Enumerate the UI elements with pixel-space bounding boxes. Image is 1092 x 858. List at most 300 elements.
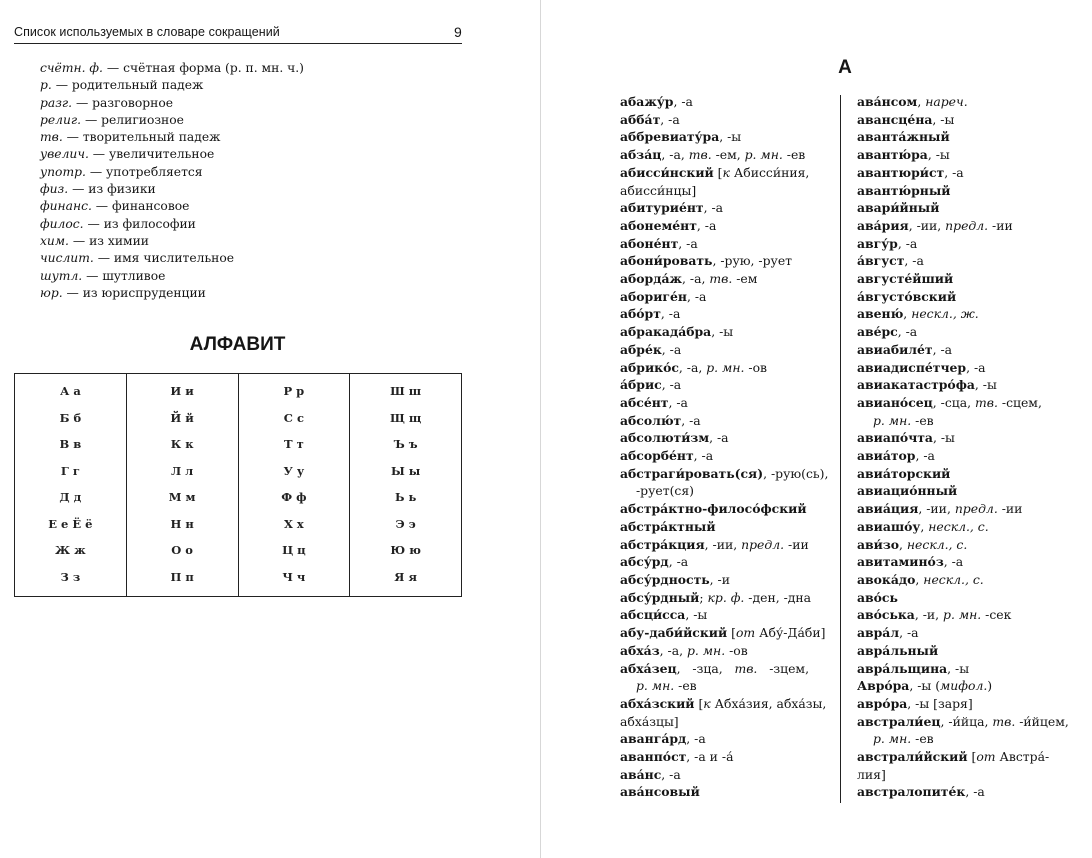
grammar-note: нареч. — [925, 94, 968, 109]
grammar-note: р. мн. — [744, 147, 783, 163]
dictionary-line — [620, 429, 832, 447]
dictionary-line — [620, 748, 832, 766]
dictionary-line — [857, 500, 1072, 518]
alphabet-letter-cell: Ы ы — [350, 458, 462, 485]
headword: авро́ра — [857, 695, 908, 711]
entry-text: , -и, — [914, 607, 944, 623]
alphabet-letter-cell: Ч ч — [238, 564, 350, 597]
headword: абсе́нт — [620, 394, 669, 410]
dictionary-line — [857, 111, 1072, 129]
headword: абу-даби́йский — [620, 625, 728, 641]
entry-text: -ев — [782, 147, 806, 163]
headword: абза́ц — [620, 147, 662, 163]
grammar-note: от — [976, 749, 996, 765]
headword: аво́сь — [857, 589, 898, 605]
abbreviation-key: шутл. — [40, 268, 83, 283]
alphabet-letter-cell: М м — [126, 484, 238, 511]
dictionary-line — [857, 553, 1072, 571]
entry-text: -и́йцем, — [1015, 713, 1069, 729]
entry-text: , — [915, 571, 924, 587]
dictionary-line — [620, 713, 832, 731]
abbreviation-dash: — — [85, 164, 107, 179]
dictionary-line — [620, 235, 832, 253]
entry-text: -ден, -дна — [744, 589, 812, 605]
entry-text: , -рую(сь), — [763, 465, 829, 481]
grammar-note: предл. — [741, 536, 785, 552]
alphabet-letter-cell: Л л — [126, 458, 238, 485]
alphabet-row — [15, 374, 462, 405]
running-title: Список используемых в словаре сокращений — [14, 25, 280, 39]
abbreviation-dash: — — [62, 285, 83, 300]
abbreviation-meaning: родительный падеж — [71, 78, 204, 93]
entry-text: , -а — [661, 377, 682, 393]
dictionary-line — [857, 447, 1072, 465]
headword: абисси́нский — [620, 164, 714, 180]
entry-text: , -а — [668, 394, 688, 410]
headword: абстра́ктный — [620, 518, 716, 534]
entry-text: [ — [713, 164, 723, 180]
entry-text: , -а — [693, 448, 714, 464]
headword: авиабиле́т — [857, 341, 933, 357]
headword: авра́льный — [857, 642, 939, 658]
headword: абре́к — [620, 341, 662, 357]
dictionary-line — [620, 394, 832, 412]
dictionary-line — [620, 376, 832, 394]
abbreviation-key: финанс. — [40, 199, 92, 214]
abbreviation-meaning: финансовое — [112, 199, 190, 214]
alphabet-letter-cell: Ж ж — [15, 537, 127, 564]
entry-text: , -а — [678, 235, 698, 251]
headword: абажу́р — [620, 94, 674, 109]
abbreviation-row — [40, 164, 304, 181]
dictionary-line — [620, 341, 832, 359]
alphabet-row — [15, 564, 462, 597]
headword: авока́до — [857, 571, 916, 587]
headword: абракада́бра — [620, 324, 712, 340]
entry-text: , -и — [709, 571, 730, 587]
entry-text: , -зца, — [676, 660, 735, 676]
dictionary-line — [857, 199, 1072, 217]
grammar-note: тв. — [709, 271, 733, 287]
entry-text: , -а — [703, 200, 724, 216]
headword: ави́зо — [857, 536, 899, 552]
dictionary-line — [857, 642, 1072, 660]
alphabet-letter-cell: И и — [126, 374, 238, 405]
alphabet-letter-cell: Т т — [238, 431, 350, 458]
abbreviation-key: физ. — [40, 182, 69, 197]
headword: авиадиспе́тчер — [857, 359, 967, 375]
headword: аво́ська — [857, 607, 915, 623]
dictionary-line — [857, 695, 1072, 713]
abbreviation-dash: — — [72, 95, 93, 110]
entry-text: , -ии, — [908, 217, 946, 233]
alphabet-letter-cell: Х х — [238, 511, 350, 538]
abbreviation-key: юр. — [40, 285, 63, 300]
alphabet-letter-cell: Ъ ъ — [350, 431, 462, 458]
dictionary-line — [620, 553, 832, 571]
headword: авансце́на — [857, 111, 933, 127]
headword: авиашо́у — [857, 518, 921, 534]
grammar-note: р. мн. — [873, 731, 912, 747]
entry-text: [ — [967, 749, 977, 765]
headword: ава́нс — [620, 766, 662, 782]
abbreviation-row — [40, 181, 304, 198]
headword: авитамино́з — [857, 554, 944, 570]
headword: абсорбе́нт — [620, 448, 694, 464]
headword: абонеме́нт — [620, 217, 697, 233]
entry-text: -рует(ся) — [636, 483, 695, 499]
headword: абони́ровать — [620, 253, 713, 269]
dictionary-line — [857, 606, 1072, 624]
dictionary-line — [620, 182, 832, 200]
abbreviation-dash: — — [93, 251, 114, 266]
alphabet-letter-cell: Е е Ё ё — [15, 511, 127, 538]
alphabet-letter-cell: Р р — [238, 374, 350, 405]
entry-text: , -ы — [685, 607, 708, 623]
alphabet-row — [15, 511, 462, 538]
grammar-note: тв. — [688, 147, 712, 163]
alphabet-letter-cell: Ю ю — [350, 537, 462, 564]
grammar-note: р. мн. — [706, 359, 745, 375]
dictionary-line — [857, 359, 1072, 377]
abbreviation-meaning: разговорное — [92, 95, 174, 110]
headword: абсу́рдность — [620, 571, 710, 587]
dictionary-line — [620, 482, 832, 500]
abbreviation-key: филос. — [40, 216, 84, 231]
entry-text: , -а — [661, 766, 681, 782]
grammar-note: мифол. — [940, 678, 988, 694]
dictionary-line — [620, 323, 832, 341]
headword: австралопите́к — [857, 784, 966, 800]
entry-text: , -а — [899, 625, 919, 641]
headword: абрико́с — [620, 359, 679, 375]
entry-text: , — [899, 536, 907, 552]
dictionary-line — [620, 606, 832, 624]
dictionary-column-right — [857, 93, 1072, 801]
abbreviation-key: тв. — [40, 130, 63, 145]
headword: абстра́кция — [620, 536, 705, 552]
abbreviation-row — [40, 146, 304, 163]
dictionary-line — [620, 500, 832, 518]
headword: Авро́ра — [857, 678, 910, 694]
abbreviation-meaning: шутливое — [102, 268, 166, 283]
dictionary-line — [620, 624, 832, 642]
headword: ава́нсом — [857, 94, 918, 109]
dictionary-line — [857, 164, 1072, 182]
header-rule — [14, 43, 462, 44]
headword: абсолю́т — [620, 412, 682, 428]
entry-text: , -ы — [947, 660, 970, 676]
abbreviation-meaning: из философии — [103, 216, 196, 231]
entry-text: -ии — [988, 217, 1013, 233]
dictionary-line — [857, 624, 1072, 642]
column-divider — [840, 95, 841, 803]
grammar-note: от — [735, 625, 756, 641]
dictionary-line — [857, 341, 1072, 359]
entry-text: , -а — [897, 235, 918, 251]
dictionary-line — [620, 146, 832, 164]
entry-text: абха́зцы] — [620, 713, 679, 729]
alphabet-letter-cell: П п — [126, 564, 238, 597]
abbreviation-row — [40, 129, 304, 146]
dictionary-line — [857, 394, 1072, 412]
abbreviation-row — [40, 95, 304, 112]
grammar-note: нескл., с. — [923, 571, 984, 587]
headword: аббревиату́ра — [620, 129, 720, 145]
grammar-note: к — [722, 164, 730, 180]
left-page — [0, 0, 541, 858]
headword: авиа́ция — [857, 501, 919, 517]
abbreviation-key: счётн. ф. — [40, 61, 103, 75]
entry-text: , -ы — [974, 377, 997, 393]
grammar-note: к — [703, 695, 711, 711]
entry-text: , -а, — [682, 271, 710, 287]
entry-text: , — [917, 94, 926, 109]
grammar-note: тв. — [975, 394, 998, 410]
entry-text: , -а — [661, 341, 682, 357]
alphabet-letter-cell: Щ щ — [350, 405, 462, 432]
entry-text: -ев — [911, 731, 934, 747]
dictionary-line — [620, 288, 832, 306]
alphabet-letter-cell: Э э — [350, 511, 462, 538]
entry-text: , -ии, — [704, 536, 742, 552]
abbreviation-dash: — — [68, 182, 89, 197]
grammar-note: нескл., ж. — [911, 306, 979, 322]
entry-text: , -ии, — [918, 501, 955, 517]
abbreviation-row — [40, 268, 304, 285]
dictionary-line — [620, 695, 832, 713]
entry-text: -ии — [784, 536, 809, 552]
entry-text: абисси́нцы] — [620, 182, 697, 198]
headword: абориге́н — [620, 288, 687, 304]
entry-text: , -ы — [932, 430, 955, 446]
grammar-note: р. мн. — [686, 642, 726, 658]
alphabet-row — [15, 405, 462, 432]
alphabet-letter-cell: А а — [15, 374, 127, 405]
abbreviation-dash: — — [51, 78, 72, 93]
abbreviation-row — [40, 285, 304, 302]
abbreviation-key: разг. — [40, 95, 73, 110]
dictionary-line — [857, 536, 1072, 554]
entry-text: , -а — [673, 94, 693, 109]
dictionary-line — [620, 536, 832, 554]
alphabet-letter-cell: Ц ц — [238, 537, 350, 564]
abbreviation-row — [40, 216, 304, 233]
alphabet-letter-cell: С с — [238, 405, 350, 432]
dictionary-column-left — [620, 93, 832, 801]
abbreviation-dash: — — [88, 147, 110, 162]
dictionary-line — [620, 518, 832, 536]
entry-text: [ — [727, 625, 736, 641]
grammar-note: предл. — [945, 217, 989, 233]
dictionary-line — [620, 589, 832, 607]
dictionary-line — [620, 305, 832, 323]
headword: а́вгуст — [857, 253, 905, 269]
headword: абха́зский — [620, 695, 695, 711]
headword: австрали́йский — [857, 749, 968, 765]
entry-text: , -а и -а́ — [686, 749, 734, 765]
dictionary-line — [857, 146, 1072, 164]
grammar-note: нескл., с. — [928, 518, 989, 534]
entry-text: , -а — [696, 217, 717, 233]
dictionary-line — [620, 783, 832, 801]
alphabet-letter-cell: Ф ф — [238, 484, 350, 511]
grammar-note: тв. — [992, 713, 1016, 729]
entry-text: -ов — [725, 642, 748, 658]
alphabet-letter-cell: З з — [15, 564, 127, 597]
headword: авантюри́ст — [857, 164, 945, 180]
abbreviation-row — [40, 112, 304, 129]
entry-text: Абисси́ния, — [729, 164, 810, 180]
page-number: 9 — [454, 24, 462, 40]
entry-text: -ии — [997, 501, 1023, 517]
headword: а́вгусто́вский — [857, 288, 957, 304]
alphabet-letter-cell: К к — [126, 431, 238, 458]
dictionary-line — [857, 748, 1072, 766]
entry-text: , -а — [915, 448, 935, 464]
dictionary-line — [857, 783, 1072, 801]
entry-text: , -а — [965, 784, 985, 800]
dictionary-line — [620, 93, 832, 111]
alphabet-letter-cell: В в — [15, 431, 127, 458]
headword: авантю́рный — [857, 182, 951, 198]
alphabet-row — [15, 484, 462, 511]
dictionary-line — [857, 323, 1072, 341]
entry-text: , -а, — [659, 642, 687, 658]
abbreviation-row — [40, 250, 304, 267]
dictionary-line — [620, 270, 832, 288]
headword: авиапо́чта — [857, 430, 933, 446]
grammar-note: р. мн. — [943, 607, 982, 623]
headword: абсу́рд — [620, 554, 669, 570]
alphabet-letter-cell: Ш ш — [350, 374, 462, 405]
dictionary-line — [857, 482, 1072, 500]
headword: авра́л — [857, 625, 900, 641]
entry-text: [ — [694, 695, 704, 711]
headword: аванга́рд — [620, 731, 687, 747]
headword: авиано́сец — [857, 394, 933, 410]
headword: абба́т — [620, 111, 661, 127]
grammar-note: р. мн. — [873, 412, 912, 428]
headword: аванта́жный — [857, 129, 950, 145]
dictionary-line — [857, 235, 1072, 253]
headword: австрали́ец — [857, 713, 941, 729]
headword: авантю́ра — [857, 147, 928, 163]
alphabet-letter-cell: Ь ь — [350, 484, 462, 511]
abbreviation-row — [40, 60, 304, 77]
dictionary-line — [857, 217, 1072, 235]
abbreviation-dash: — — [82, 268, 103, 283]
headword: авра́льщина — [857, 660, 948, 676]
headword: абха́з — [620, 642, 660, 658]
headword: абсолюти́зм — [620, 430, 710, 446]
headword: ава́рия — [857, 217, 909, 233]
alphabet-letter-cell: Й й — [126, 405, 238, 432]
dictionary-line — [620, 412, 832, 430]
abbreviation-meaning: из химии — [89, 233, 149, 248]
dictionary-line — [857, 465, 1072, 483]
headword: авиа́торский — [857, 465, 951, 481]
dictionary-line — [620, 199, 832, 217]
alphabet-row — [15, 458, 462, 485]
dictionary-line — [857, 518, 1072, 536]
dictionary-line — [620, 164, 832, 182]
dictionary-line — [857, 713, 1072, 731]
dictionary-line — [620, 571, 832, 589]
dictionary-line — [857, 182, 1072, 200]
dictionary-line — [620, 252, 832, 270]
headword: ава́нсовый — [620, 784, 700, 800]
headword: абстраги́ровать(ся) — [620, 465, 764, 481]
dictionary-line — [857, 730, 1072, 748]
alphabet-row — [15, 537, 462, 564]
abbreviation-dash: — — [81, 112, 102, 127]
entry-text: , -а — [660, 306, 681, 322]
abbreviation-row — [40, 198, 304, 215]
entry-text: , — [920, 518, 929, 534]
dictionary-line — [857, 376, 1072, 394]
entry-text: , -а — [668, 554, 689, 570]
alphabet-letter-cell: Я я — [350, 564, 462, 597]
dictionary-line — [857, 412, 1072, 430]
headword: авгу́р — [857, 235, 898, 251]
abbreviation-key: религ. — [40, 112, 82, 127]
entry-text: , -а — [904, 253, 924, 269]
alphabet-letter-cell: У у — [238, 458, 350, 485]
entry-text: -ем — [732, 271, 758, 287]
abbreviation-meaning: творительный падеж — [82, 130, 221, 145]
abbreviation-dash: — — [102, 61, 124, 75]
grammar-note: р. мн. — [636, 678, 675, 694]
abbreviation-dash: — — [68, 233, 90, 248]
dictionary-line — [620, 128, 832, 146]
entry-text: ) — [987, 678, 993, 694]
abbreviation-key: увелич. — [40, 147, 89, 162]
entry-text: , -а — [709, 430, 729, 446]
entry-text: , -а — [944, 164, 964, 180]
entry-text: ; — [699, 589, 708, 605]
entry-text: , — [903, 306, 912, 322]
entry-text: Австра́- — [995, 749, 1050, 765]
dictionary-line — [857, 93, 1072, 111]
entry-text: , -ы [заря] — [907, 695, 973, 711]
headword: авиацио́нный — [857, 483, 958, 499]
dictionary-line — [620, 447, 832, 465]
headword: абитурие́нт — [620, 200, 704, 216]
abbreviation-meaning: употребляется — [106, 164, 203, 179]
headword: авиакатастро́фа — [857, 377, 975, 393]
dictionary-line — [857, 589, 1072, 607]
headword: аванпо́ст — [620, 749, 687, 765]
alphabet-letter-cell: Г г — [15, 458, 127, 485]
abbreviation-row — [40, 233, 304, 250]
dictionary-line — [620, 677, 832, 695]
entry-text: лия] — [857, 766, 886, 782]
entry-text: , -а — [932, 341, 953, 357]
alphabet-letter-cell: Д д — [15, 484, 127, 511]
dictionary-line — [857, 128, 1072, 146]
entry-text: , -и́йца, — [940, 713, 993, 729]
headword: або́рт — [620, 306, 661, 322]
entry-text: , -ы ( — [909, 678, 941, 694]
entry-text: , -а — [681, 412, 701, 428]
entry-text: -зцем, — [757, 660, 810, 676]
dictionary-line — [857, 660, 1072, 678]
alphabet-letter-cell: Б б — [15, 405, 127, 432]
headword: авари́йный — [857, 200, 940, 216]
entry-text: Абу́-Да́би] — [755, 625, 826, 641]
headword: а́брис — [620, 377, 662, 393]
